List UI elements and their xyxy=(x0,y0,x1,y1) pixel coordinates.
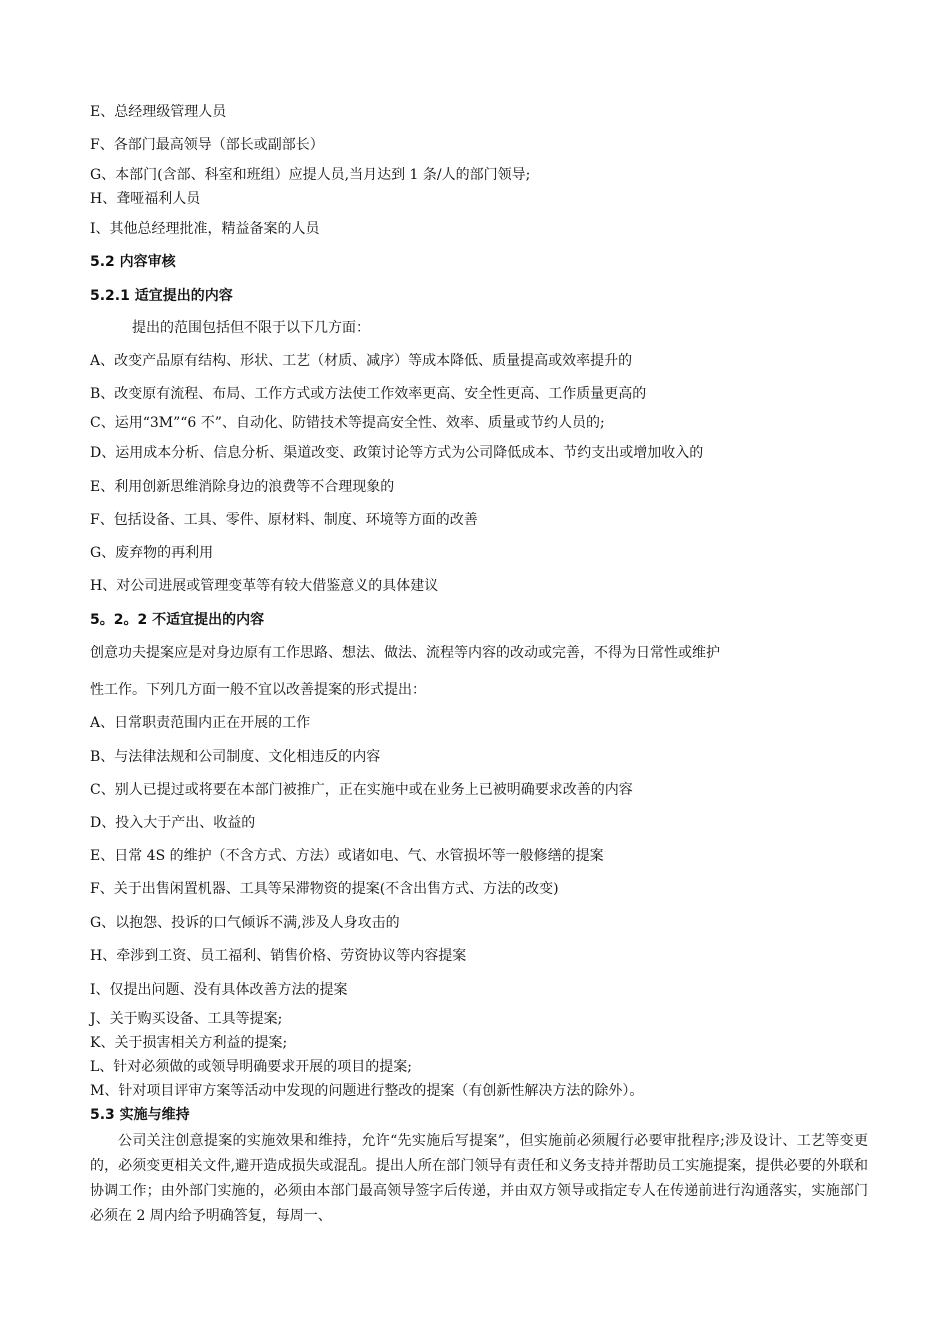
section-paragraph: 公司关注创意提案的实施效果和维持，允许“先实施后写提案”，但实施前必须履行必要审批程序;涉及设计、工艺等变更的，必须变更相关文件,避开造成损失或混乱。提出人所在部门领导有责任和义务支持并帮助员工实施提案，提供必要的外联和协调工作；由外部门实施的，必须由本部门最高领导签字后传递，并由双方领导或指定专人在传递前进行沟通落实，实施部门必须在 2 周内给予明确答复，每周一、 xyxy=(90,1133,868,1224)
unsuitable-item: L、针对必须做的或领导明确要求开展的项目的提案; xyxy=(90,1059,413,1075)
section-intro: 提出的范围包括但不限于以下几方面： xyxy=(132,320,370,336)
unsuitable-item: A、日常职责范围内正在开展的工作 xyxy=(90,715,311,731)
section-heading-5-2-2: 5。2。2 不适宜提出的内容 xyxy=(90,612,265,628)
eligibility-item: E、总经理级管理人员 xyxy=(90,104,227,120)
unsuitable-item: D、投入大于产出、收益的 xyxy=(90,815,256,831)
eligibility-item: F、各部门最高领导（部长或副部长） xyxy=(90,137,324,153)
suitable-item: H、对公司进展或管理变革等有较大借鉴意义的具体建议 xyxy=(90,578,439,594)
section-heading-5-3: 5.3 实施与维持 xyxy=(90,1107,190,1123)
unsuitable-item: M、针对项目评审方案等活动中发现的问题进行整改的提案（有创新性解决方法的除外）。 xyxy=(90,1083,644,1099)
suitable-item: G、废弃物的再利用 xyxy=(90,545,214,561)
suitable-item: F、包括设备、工具、零件、原材料、制度、环境等方面的改善 xyxy=(90,512,478,528)
suitable-item: D、运用成本分析、信息分析、渠道改变、政策讨论等方式为公司降低成本、节约支出或增加收入的 xyxy=(90,445,704,461)
suitable-item: B、改变原有流程、布局、工作方式或方法使工作效率更高、安全性更高、工作质量更高的 xyxy=(90,386,647,402)
suitable-item: E、利用创新思维消除身边的浪费等不合理现象的 xyxy=(90,479,395,495)
section-heading-5-2-1: 5.2.1 适宜提出的内容 xyxy=(90,288,233,304)
section-intro: 创意功夫提案应是对身边原有工作思路、想法、做法、流程等内容的改动或完善，不得为日常性或维护 xyxy=(90,645,720,661)
suitable-item: C、运用“3M”“6 不”、自动化、防错技术等提高安全性、效率、质量或节约人员的; xyxy=(90,415,605,431)
eligibility-item: I、其他总经理批准，精益备案的人员 xyxy=(90,221,320,237)
unsuitable-item: H、牵涉到工资、员工福利、销售价格、劳资协议等内容提案 xyxy=(90,948,467,964)
section-heading-5-2: 5.2 内容审核 xyxy=(90,254,176,270)
unsuitable-item: E、日常 4S 的维护（不含方式、方法）或诸如电、气、水管损坏等一般修缮的提案 xyxy=(90,848,604,864)
unsuitable-item: I、仅提出问题、没有具体改善方法的提案 xyxy=(90,982,348,998)
unsuitable-item: K、关于损害相关方利益的提案; xyxy=(90,1035,288,1051)
unsuitable-item: G、以抱怨、投诉的口气倾诉不满,涉及人身攻击的 xyxy=(90,915,400,931)
unsuitable-item: C、别人已提过或将要在本部门被推广，正在实施中或在业务上已被明确要求改善的内容 xyxy=(90,782,633,798)
suitable-item: A、改变产品原有结构、形状、工艺（材质、减序）等成本降低、质量提高或效率提升的 xyxy=(90,353,633,369)
eligibility-item: H、聋哑福利人员 xyxy=(90,191,201,207)
unsuitable-item: F、关于出售闲置机器、工具等呆滞物资的提案(不含出售方式、方法的改变) xyxy=(90,881,559,897)
unsuitable-item: B、与法律法规和公司制度、文化相违反的内容 xyxy=(90,749,381,765)
unsuitable-item: J、关于购买设备、工具等提案; xyxy=(90,1011,283,1027)
eligibility-item: G、本部门(含部、科室和班组）应提人员,当月达到 1 条/人的部门领导; xyxy=(90,167,531,183)
section-intro: 性工作。下列几方面一般不宜以改善提案的形式提出： xyxy=(90,682,426,698)
